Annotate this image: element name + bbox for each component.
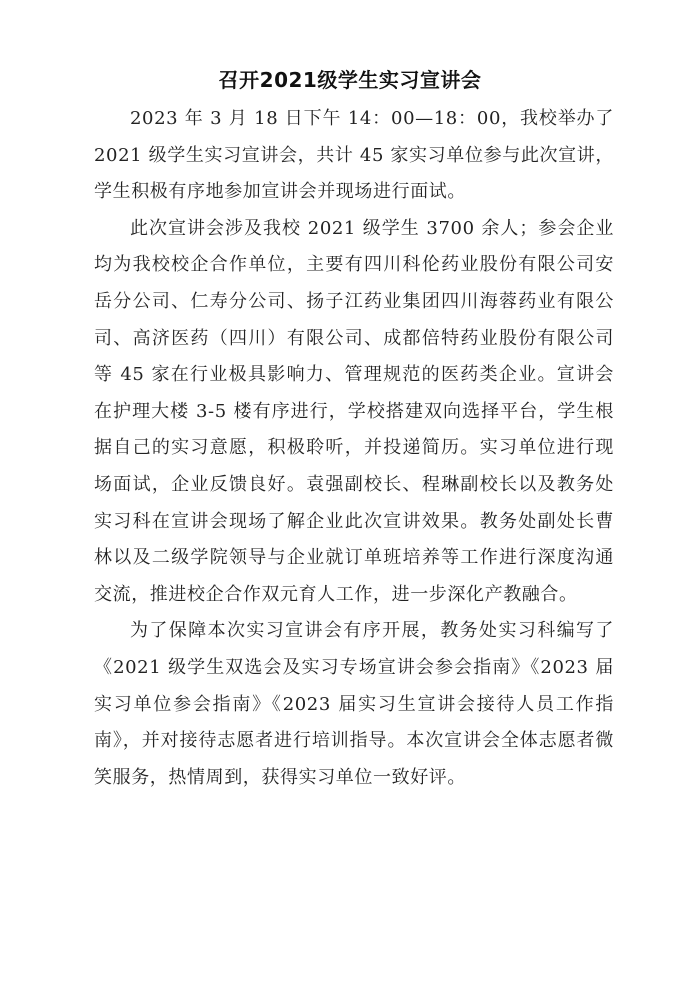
paragraph-event-summary: 2023 年 3 月 18 日下午 14：00—18：00，我校举办了 2021 级学生实习宣讲会，共计 45 家实习单位参与此次宣讲，学生积极有序地参加宣讲会并现场进行面试。 xyxy=(94,108,614,203)
document-title: 召开2021级学生实习宣讲会 xyxy=(218,68,482,92)
paragraph-organization: 为了保障本次实习宣讲会有序开展，教务处实习科编写了《2021 级学生双选会及实习专场宣讲会参会指南》《2023 届实习单位参会指南》《2023 届实习生宣讲会接待人员工作指南》，并对接待志愿者进行培训指导。本次宣讲会全体志愿者微笑服务，热情周到，获得实习单位一致好评。 xyxy=(94,620,614,788)
paragraph-participants: 此次宣讲会涉及我校 2021 级学生 3700 余人；参会企业均为我校校企合作单位，主要有四川科伦药业股份有限公司安岳分公司、仁寿分公司、扬子江药业集团四川海蓉药业有限公司、高济医药（四川）有限公司、成都倍特药业股份有限公司等 45 家在行业极具影响力、管理规范的医药类企业。宣讲会在护理大楼 3-5 楼有序进行，学校搭建双向选择平台，学生根据自己的实习意愿，积极聆听，并投递简历。实习单位进行现场面试，企业反馈良好。袁强副校长、程琳副校长以及教务处实习科在宣讲会现场了解企业此次宣讲效果。教务处副处长曹林以及二级学院领导与企业就订单班培养等工作进行深度沟通交流，推进校企合作双元育人工作，进一步深化产教融合。 xyxy=(94,217,614,605)
document-body xyxy=(94,101,614,796)
